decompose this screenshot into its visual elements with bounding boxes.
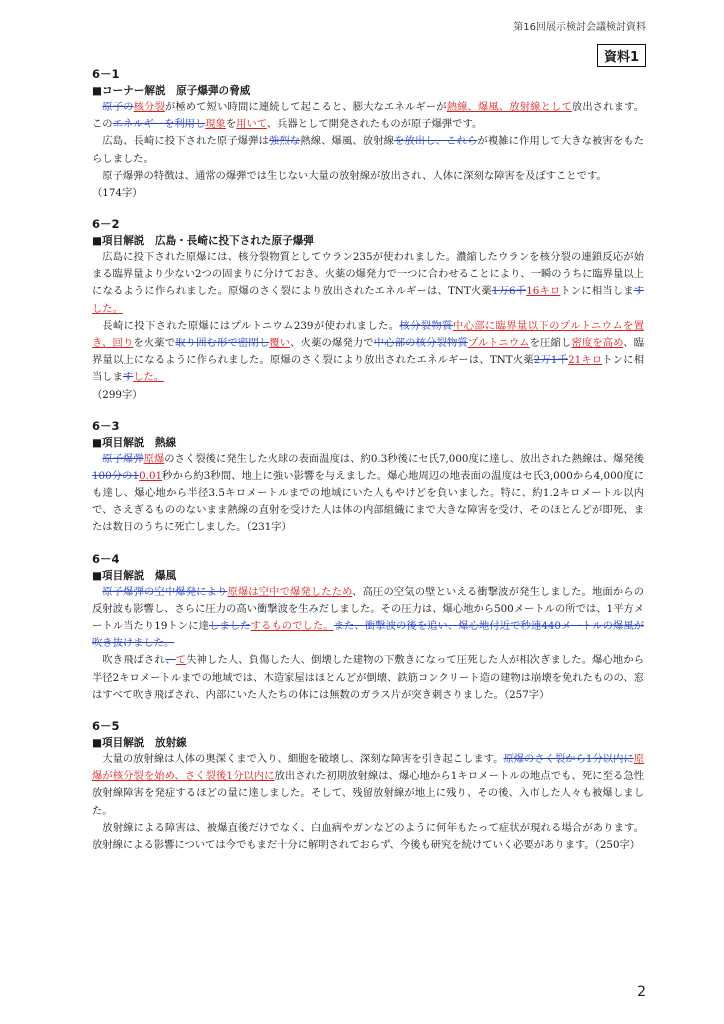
text-run: 秒から約3秒間、地上に強い影響を与えました。爆心地周辺の地表面の温度はセ氏3,000から4,000度にも達し、爆心地から半径3.5キロメートルまでの地域にいた人もやけどを負いました。特に、約1.2キロメートル以内で、さえぎるもののないまま熱線の直射を受けた人は体の内部組織にまで大きな障害を受け、そのほとんどが即死、または数日のうちに死亡しました。（231字） [92, 469, 644, 534]
deleted-text: しました [209, 620, 251, 633]
deleted-text: また、衝撃波の後を追い、爆心地付近で秒速440メートルの爆風が吹き抜けました。 [92, 620, 645, 650]
inserted-text: 覆い [269, 337, 291, 350]
deleted-text: 取り囲む形で密閉し [175, 337, 270, 350]
inserted-text: 用いて [236, 118, 267, 131]
section-title: ■コーナー解説 原子爆弾の脅威 [92, 85, 251, 97]
inserted-text: した。 [92, 302, 123, 315]
deleted-text: 1万6千 [491, 285, 527, 298]
text-run: 大量の放射線は人体の奥深くまで入り、細胞を破壊し、深刻な障害を引き起こします。 [102, 753, 504, 766]
deleted-text: す [633, 285, 645, 298]
text-run: が複雑に作用して大きな被害をもたらしました。 [92, 135, 645, 165]
paragraph [92, 820, 644, 854]
deleted-text: 中心部の核分裂物質 [373, 337, 468, 350]
text-run: 原子爆弾の特徴は、通常の爆弾では生じない大量の放射線が放出され、人体に深刻な障害を及ぼすことです。 [102, 169, 607, 182]
char-count: （299字） [92, 388, 143, 401]
text-run: が極めて短い時間に連続して起こると、膨大なエネルギーが [164, 101, 447, 113]
inserted-text: 0.01 [139, 469, 163, 482]
text-run: 長崎に投下された原爆にはプルトニウム239が使われました。 [102, 319, 400, 332]
section [92, 551, 644, 704]
paragraph [92, 318, 644, 387]
text-run: トンに相当しま [560, 285, 634, 298]
section-title: ■項目解説 爆風 [92, 569, 177, 582]
deleted-text: 原子爆弾 [102, 452, 144, 465]
text-run: 放出された初期放射線は、爆心地から1キロメートルの地点でも、死に至る急性放射線障害を発症するほどの量に達しました。そして、残留放射線が地上に残り、その後、入市した人々も被爆しました。 [92, 770, 644, 817]
text-run: 、高圧の空気の壁といえる衝撃波が発生しました。地面からの反射波も影響し、さらに圧力の高い衝撃波を生みだしました。その圧力は、爆心地から500メートルの所では、1平方メートル当たり19トンに達 [92, 585, 645, 633]
deleted-text: 強烈な [269, 135, 301, 148]
section-number: 6－2 [92, 217, 120, 232]
char-count: （174字） [92, 187, 143, 200]
section-title: ■項目解説 熱線 [92, 436, 177, 449]
paragraph [92, 751, 644, 820]
inserted-text: するものでした。 [250, 620, 334, 633]
inserted-text: 核分裂 [133, 101, 165, 113]
text-run: を圧縮し [529, 337, 572, 350]
text-run: を [225, 118, 237, 131]
section-number: 6－3 [92, 418, 120, 433]
text-run: 、兵器として開発されたものが原子爆弾です。 [266, 118, 483, 131]
deleted-text: 原爆のさく裂から1分以内に [503, 753, 634, 766]
text-run: のさく裂後に発生した火球の表面温度は、約0.3秒後にセ氏7,000度に達し、放出された熱線は、爆発後 [164, 452, 645, 465]
text-run: 吹き飛ばされ [102, 654, 166, 667]
inserted-text: 原爆は空中で爆発したため [227, 585, 353, 598]
text-run: 、火薬の爆発力で [290, 337, 374, 350]
paragraph [92, 99, 644, 133]
deleted-text: 原子の [102, 101, 134, 113]
deleted-text: 2万1千 [533, 354, 569, 367]
deleted-text: 、 [165, 654, 176, 667]
section [92, 66, 644, 202]
deleted-text: 核分裂物質 [399, 319, 453, 332]
text-run: トンに相当しま [92, 354, 645, 384]
inserted-text: した。 [133, 371, 165, 384]
section-number: 6－4 [92, 551, 120, 566]
section-title: ■項目解説 広島・長崎に投下された原子爆弾 [92, 235, 314, 248]
text-run: 広島、長崎に投下された原子爆弾は [102, 135, 270, 148]
text-run: 、臨界量以上になるように作られました。原爆のさく裂により放出されたエネルギーは、TNT火薬 [92, 337, 645, 367]
deleted-text: す [122, 371, 134, 384]
text-run: 失神した人、負傷した人、倒壊した建物の下敷きになって圧死した人が相次ぎました。爆心地から半径2キロメートルまでの地域では、木造家屋はほとんどが倒壊、鉄筋コンクリート造の建物は崩壊を免れたものの、窓はすべて吹き飛ばされ、内部にいた人たちの体には無数のガラス片が突き刺さりました。（257字） [92, 654, 645, 701]
inserted-text: 原爆が核分裂を始め、さく裂後1分以内に [92, 753, 644, 783]
inserted-text: 密度を高め [571, 337, 624, 350]
inserted-text: 21キロ [568, 354, 603, 367]
inserted-text: 16キロ [526, 285, 561, 298]
paragraph [92, 652, 644, 704]
deleted-text: エネルギーを利用し [112, 118, 206, 131]
text-run: 放射線による障害は、被爆直後だけでなく、白血病やガンなどのように何年もたって症状が現れる場合があります。放射線による影響については今でもまだ十分に解明されておらず、今後も研究を続けていく必要があります。（250字） [92, 821, 644, 852]
paragraph [92, 168, 644, 185]
section [92, 418, 644, 537]
paragraph [92, 584, 644, 653]
section [92, 216, 644, 404]
deleted-text: 100分の1 [92, 469, 140, 482]
text-run: 広島に投下された原爆には、核分裂物質としてウラン235が使われました。濃縮したウランを核分裂の連鎖反応が始まる臨界量より少ない2つの固まりに分けておき、火薬の爆発力で一つに合わせることにより、一瞬のうちに臨界量以上になるように作られました。原爆のさく裂により放出されたエネルギーは、TNT火薬 [92, 251, 644, 298]
page-number: 2 [637, 984, 646, 1000]
inserted-text: 熱線、爆風、放射線として [446, 101, 572, 113]
inserted-text: 現象 [205, 118, 226, 131]
document-header: 第16回展示検討会議検討資料 [513, 22, 646, 33]
paragraph [92, 249, 644, 318]
text-run: 放出されます。この [92, 101, 645, 131]
paragraph [92, 133, 644, 167]
document-body [92, 66, 644, 868]
text-run: 熱線、爆風、放射線 [300, 135, 395, 148]
section-number: 6－1 [92, 67, 120, 81]
inserted-text: プルトニウム [467, 337, 530, 350]
section [92, 718, 644, 854]
deleted-text: を放出し、これら [394, 135, 478, 148]
paragraph [92, 451, 644, 537]
section-number: 6－5 [92, 719, 120, 734]
inserted-text: 原爆 [143, 452, 165, 465]
deleted-text: 原子爆弾の空中爆発により [102, 585, 228, 598]
section-title: ■項目解説 放射線 [92, 737, 187, 750]
inserted-text: て [175, 654, 187, 667]
inserted-text: 中心部に臨界量以下のプルトニウムを置き、回り [92, 319, 645, 350]
document-badge: 資料1 [597, 44, 646, 67]
text-run: を火薬で [133, 337, 176, 350]
